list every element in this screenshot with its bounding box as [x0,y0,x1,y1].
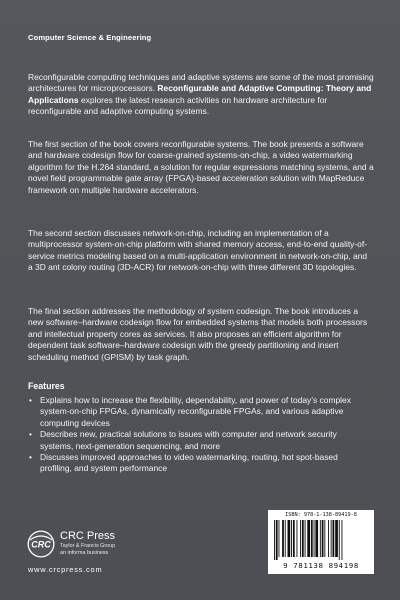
isbn-label: ISBN: 978-1-138-89419-8 [285,512,357,518]
bullet-icon: • [29,452,32,463]
feature-text: Describes new, practical solutions to issues with computer and network security systems, next-generation sequencing, and more [40,429,337,451]
feature-item [28,395,368,429]
feature-item [28,429,368,452]
barcode-digits: 9 781138 894198 [283,561,359,570]
bullet-icon: • [29,395,32,405]
publisher-group: Taylor & Francis Group [60,543,116,549]
section-three-paragraph: The final section addresses the methodology of system codesign. The book introduces a new software–hardware codesign flow for embedded systems that models both processors and intellectual property cores as services. It also proposes an efficient algorithm for dependent task software–hardware codesign with the greedy partitioning and insert scheduling method (GPISM) by task graph. [28,306,368,362]
features-heading: Features [28,381,65,391]
category-label: Computer Science & Engineering [28,33,152,42]
crc-press-logo-icon [26,529,56,559]
publisher-tagline: an informa business [60,550,109,556]
intro-tail: explores the latest research activities on hardware architecture for reconfigurable and adaptive computing systems. [28,94,328,117]
features-list [28,395,368,475]
section-two-paragraph: The second section discusses network-on-chip, including an implementation of a multiprocessor system-on-chip platform with shared memory access, end-to-end quality-of-service metrics modeling based on a multi-application environment in network-on-chip, and a 3D ant colony routing (3D-ACR) for network-on-chip with three different 3D topologies. [28,228,368,273]
section-one-paragraph: The first section of the book covers reconfigurable systems. The book presents a software and hardware codesign flow for coarse-grained systems-on-chip, a video watermarking algorithm for the H.264 standard, a solution for regular expressions matching systems, and a novel field programmable gate array (FPGA)-based acceleration solution with MapReduce framework on multiple hardware accelerators. [28,139,374,195]
feature-item [28,452,368,475]
barcode-bars [272,520,370,560]
bullet-icon: • [29,429,32,440]
feature-text: Explains how to increase the flexibility, dependability, and power of today’s complex system-on-chip FPGAs, dynamically reconfigurable FPGAs, and various adaptive computing devices [40,395,351,428]
book-title: Reconfigurable and Adaptive Computing: Theory and Applications [28,83,372,105]
intro-paragraph [28,72,374,118]
publisher-url[interactable]: www.crcpress.com [28,565,103,574]
barcode [268,510,374,574]
logo-text: CRC [31,539,51,550]
publisher-name: CRC Press [60,530,116,542]
intro-lead: Reconfigurable computing techniques and adaptive systems are some of the most promising architectures for microprocessors. [28,72,374,94]
feature-text: Discusses improved approaches to video watermarking, routing, hot spot-based profiling, and system performance [40,452,338,474]
